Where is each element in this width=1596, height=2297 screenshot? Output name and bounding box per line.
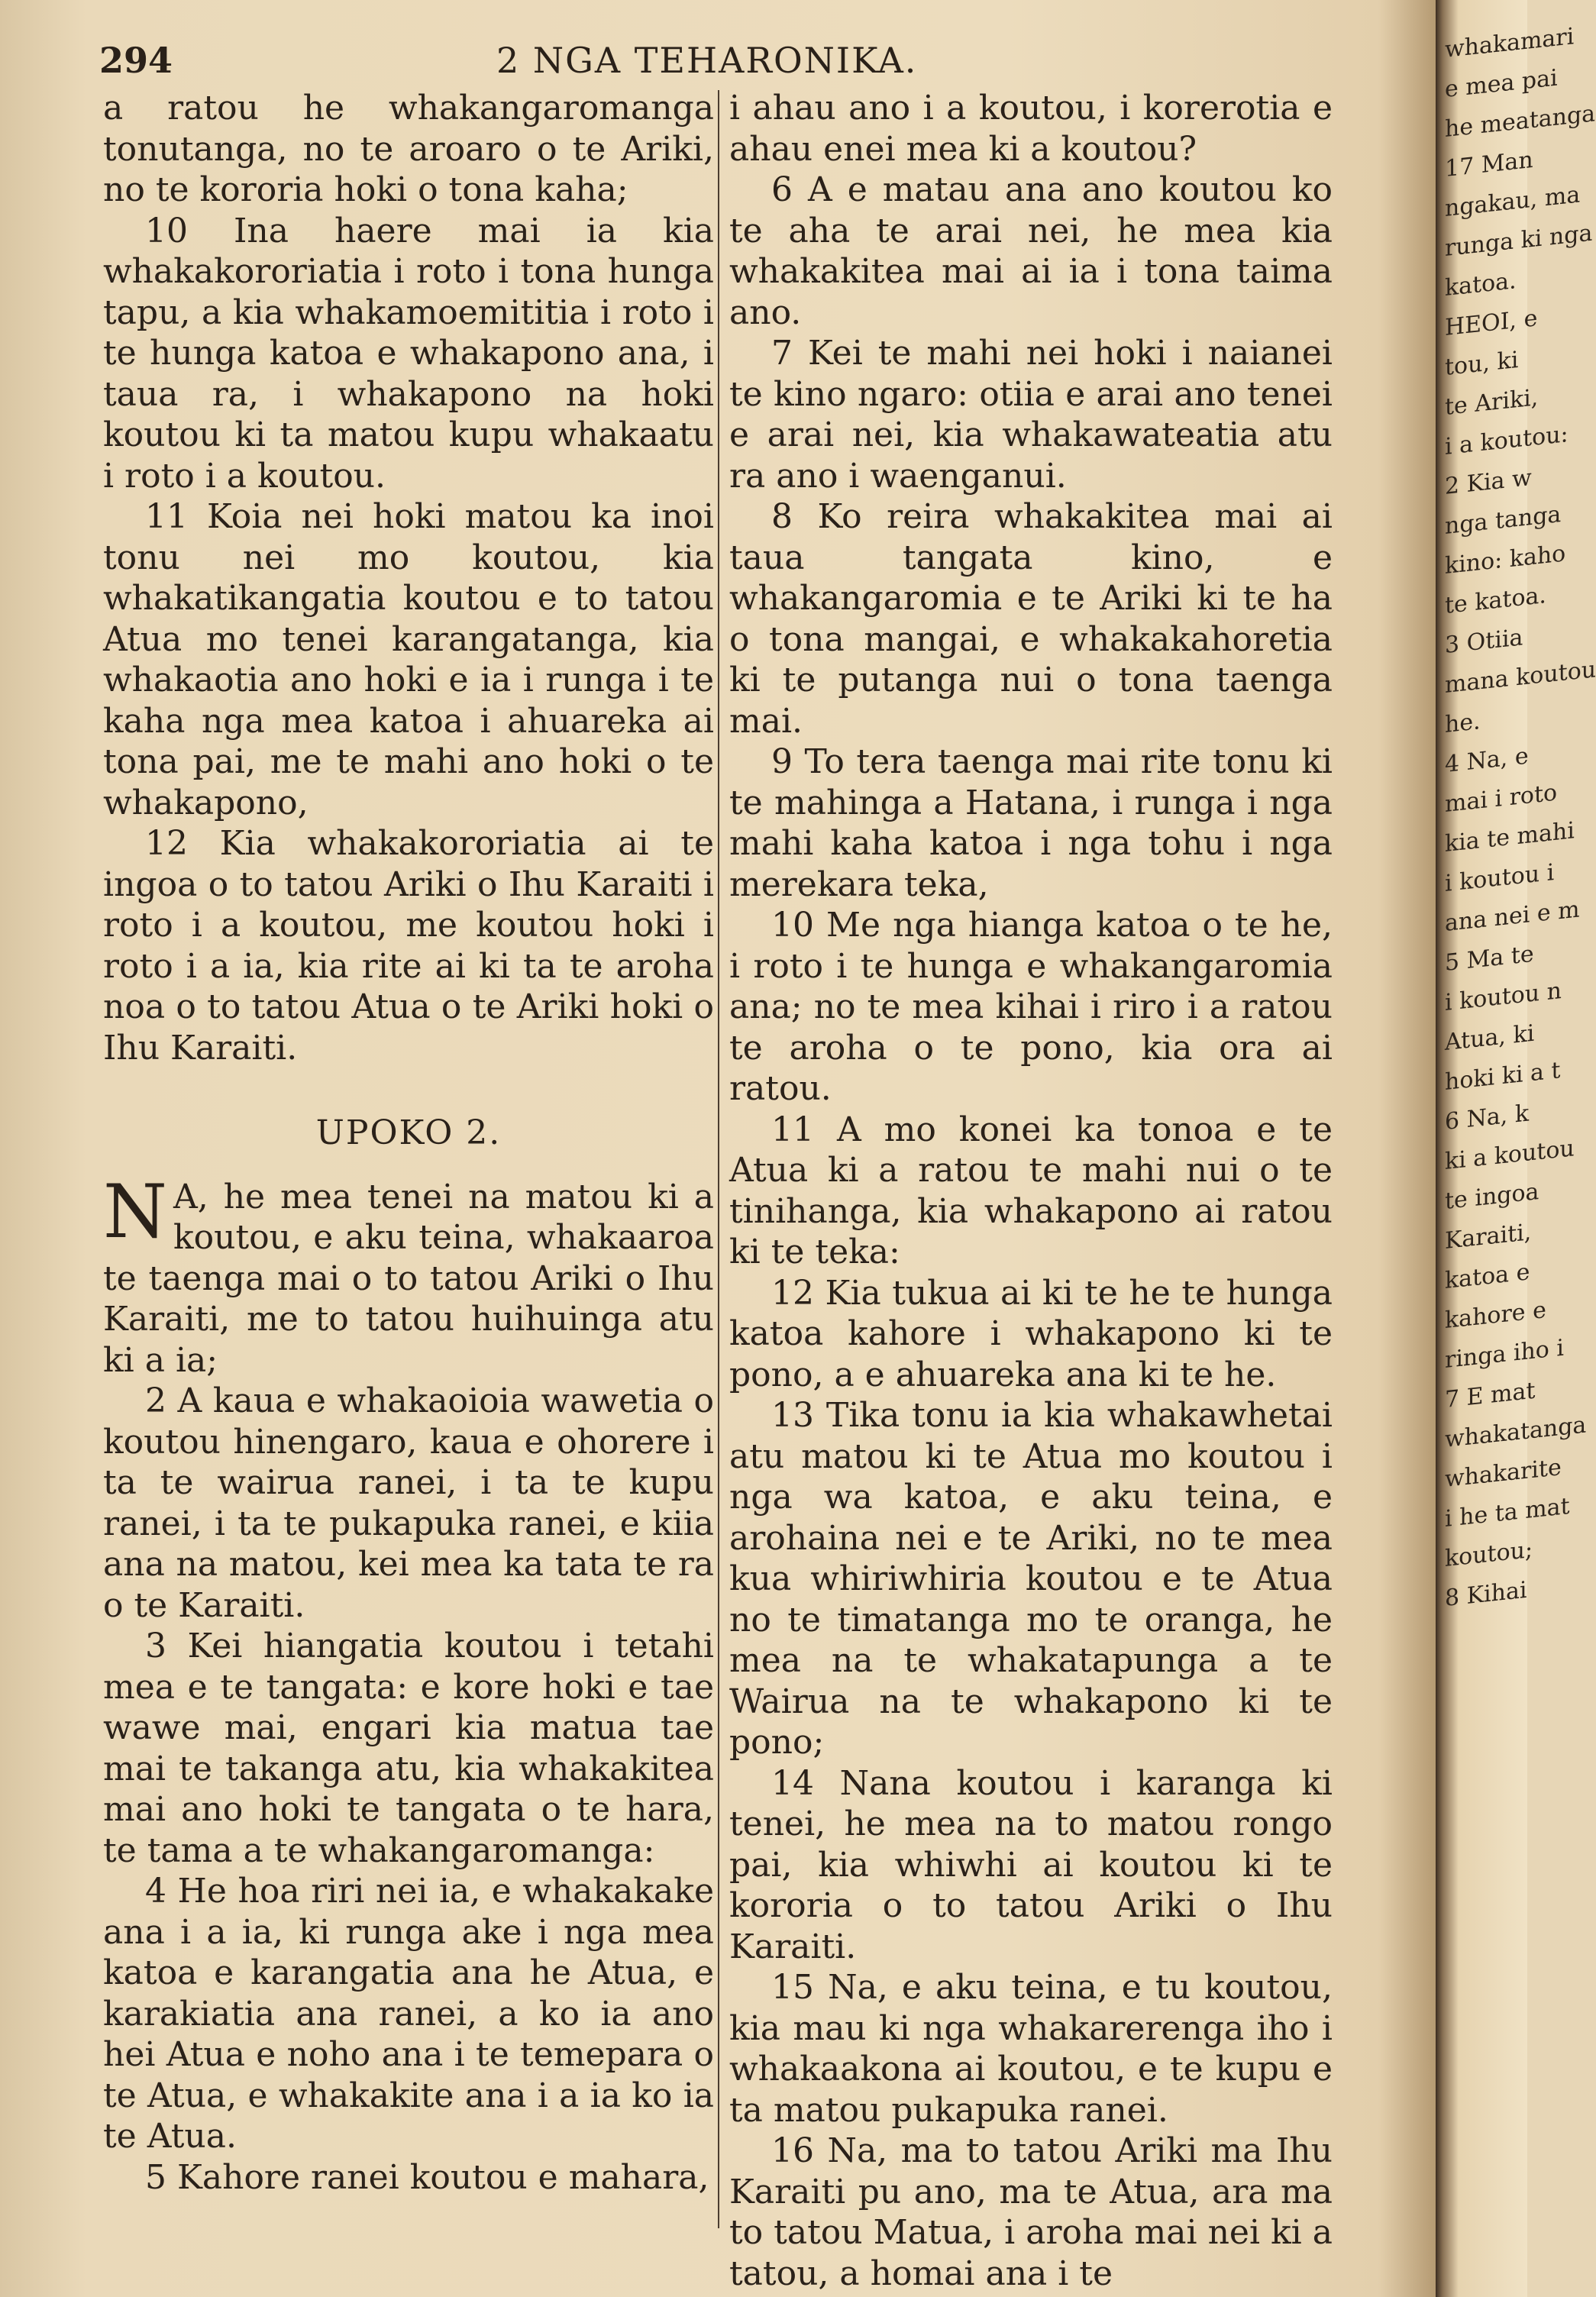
verse bbox=[729, 496, 1333, 741]
verse-continuation: a ratou he whakangaromanga tonutanga, no te aroaro o te Ariki, no te kororia hoki o tona kaha; bbox=[103, 89, 714, 209]
facing-fragment: kino: kaho bbox=[1445, 540, 1566, 580]
verse bbox=[729, 333, 1333, 496]
facing-fragment: i koutou n bbox=[1445, 977, 1562, 1016]
facing-fragment: 8 Kihai bbox=[1445, 1576, 1527, 1612]
verse bbox=[729, 905, 1333, 1110]
verse-number: 13 bbox=[771, 1396, 814, 1435]
verse bbox=[729, 741, 1333, 905]
verse-number: 3 bbox=[145, 1627, 166, 1665]
verse bbox=[729, 1273, 1333, 1396]
verse-text: Kia whakakororiatia ai te ingoa o to tatou Ariki o Ihu Karaiti i roto i a koutou, me koutou hoki i roto i a ia, kia rite ai ki ta te aroha noa o to tatou Atua o te Ariki hoki o Ihu Karaiti. bbox=[103, 824, 714, 1068]
verse-number: 16 bbox=[771, 2131, 814, 2170]
facing-fragment: te ingoa bbox=[1445, 1178, 1539, 1215]
facing-fragment: 6 Na, k bbox=[1445, 1100, 1530, 1136]
facing-fragment: katoa e bbox=[1445, 1258, 1530, 1294]
right-column bbox=[729, 88, 1333, 2294]
verse-text: Kei te mahi nei hoki i naianei te kino ngaro: otiia e arai ano tenei e arai nei, kia whakawateatia atu ra ano i waenganui. bbox=[729, 334, 1333, 496]
verse bbox=[729, 2131, 1333, 2294]
verse-text: To tera taenga mai rite tonu ki te mahinga a Hatana, i runga i nga mahi kaha katoa i nga tohu i nga merekara teka, bbox=[729, 742, 1333, 904]
verse-text: A e matau ana ano koutou ko te aha te arai nei, he mea kia whakakitea mai ai ia i tona taima ano. bbox=[729, 170, 1333, 332]
verse-number: 4 bbox=[145, 1872, 166, 1911]
verse-number: 7 bbox=[771, 334, 793, 373]
facing-fragment: ngakau, ma bbox=[1445, 181, 1581, 222]
facing-fragment: kia te mahi bbox=[1445, 817, 1575, 858]
column-rule bbox=[718, 90, 719, 2228]
verse-text: Ko reira whakakitea mai ai taua tangata kino, e whakangaromia e te Ariki ki te ha o tona mangai, e whakakahoretia ki te putanga nui o tona taenga mai. bbox=[729, 497, 1333, 741]
facing-fragment: Karaiti, bbox=[1445, 1219, 1532, 1255]
facing-fragment: e mea pai bbox=[1445, 64, 1558, 103]
verse bbox=[729, 1110, 1333, 1273]
facing-fragment: i a koutou: bbox=[1445, 421, 1569, 460]
verse-number: 11 bbox=[771, 1110, 814, 1149]
page-header bbox=[99, 40, 1352, 86]
verse-text: He hoa riri nei ia, e whakakake ana i a ia, ki runga ake i nga mea katoa e karangatia ana he Atua, e karakiatia ana ranei, a ko ia ano hei Atua e noho ana i te temepara o te Atua, e whakakite ana i a ia ko ia te Atua. bbox=[103, 1872, 714, 2156]
facing-fragment: hoki ki a t bbox=[1445, 1057, 1561, 1096]
chapter-heading: UPOKO 2. bbox=[315, 1113, 502, 1152]
facing-fragment: whakarite bbox=[1445, 1453, 1562, 1493]
verse-number: 6 bbox=[771, 170, 793, 209]
facing-fragment: te Ariki, bbox=[1445, 384, 1539, 421]
chapter-first-verse bbox=[103, 1168, 714, 1381]
verse-text: Me nga hianga katoa o te he, i roto i te hunga e whakangaromia ana; no te mea kihai i riro i a ratou te aroha o te pono, kia ora ai ratou. bbox=[729, 906, 1333, 1108]
verse-number: 9 bbox=[771, 742, 793, 781]
verse bbox=[103, 1381, 714, 1626]
facing-fragment: ringa iho i bbox=[1445, 1334, 1564, 1374]
facing-fragment: mai i roto bbox=[1445, 779, 1558, 818]
verse-number: 14 bbox=[771, 1763, 814, 1803]
verse bbox=[729, 170, 1333, 333]
verse-number: 2 bbox=[145, 1381, 166, 1420]
facing-fragment: i he ta mat bbox=[1445, 1492, 1570, 1533]
verse bbox=[729, 1967, 1333, 2131]
page-number: 294 bbox=[99, 40, 173, 81]
verse-text: Koia nei hoki matou ka inoi tonu nei mo koutou, kia whakatikangatia koutou e to tatou Atua mo tenei karangatanga, kia whakaotia ano hoki e ia i runga i te kaha nga mea katoa i ahuareka ai tona pai, me te mahi ano hoki o te whakapono, bbox=[103, 497, 714, 822]
facing-fragment: 2 Kia w bbox=[1445, 464, 1532, 500]
facing-fragment: 3 Otiia bbox=[1445, 624, 1523, 659]
verse bbox=[103, 211, 714, 497]
verse-number: 5 bbox=[145, 2157, 166, 2197]
facing-fragment: whakatanga bbox=[1445, 1411, 1587, 1453]
verse-text: Kei hiangatia koutou i tetahi mea e te tangata: e kore hoki e tae wawe mai, engari kia matua tae mai te takanga atu, kia whakakitea mai ano hoki te tangata o te hara, te tama a te whakangaromanga: bbox=[103, 1627, 714, 1870]
chapter-first-text: A, he mea tenei na matou ki a koutou, e aku teina, whakaaroa te taenga mai o to tatou Ariki o Ihu Karaiti, me to tatou huihuinga atu ki a ia; bbox=[103, 1177, 714, 1380]
facing-fragment: HEOI, e bbox=[1445, 305, 1538, 341]
verse-text: Nana koutou i karanga ki tenei, he mea na to matou rongo pai, kia whiwhi ai koutou ki te kororia o to tatou Ariki o Ihu Karaiti. bbox=[729, 1763, 1333, 1966]
facing-fragment: he. bbox=[1445, 708, 1481, 738]
facing-fragment: katoa. bbox=[1445, 267, 1517, 302]
verse-text: Ina haere mai ia kia whakakororiatia i roto i tona hunga tapu, a kia whakamoemititia i roto i te hunga katoa e whakapono ana, i taua ra, i whakapono na hoki koutou ki ta matou kupu whakaatu i roto i a koutou. bbox=[103, 211, 714, 496]
facing-fragment: mana koutou bbox=[1445, 656, 1596, 699]
facing-fragment: Atua, ki bbox=[1445, 1019, 1535, 1056]
facing-fragment: kahore e bbox=[1445, 1297, 1546, 1334]
facing-fragment: koutou; bbox=[1445, 1536, 1533, 1572]
verse-text: Na, ma to tatou Ariki ma Ihu Karaiti pu ano, ma te Atua, ara ma to tatou Matua, i aroha mai nei ki a tatou, a homai ana i te bbox=[729, 2131, 1333, 2293]
facing-fragment: 7 E mat bbox=[1445, 1377, 1536, 1413]
verse-text: A kaua e whakaoioia wawetia o koutou hinengaro, kaua e ohorere i ta te wairua ranei, i ta te kupu ranei, i ta te pukapuka ranei, e kiia ana na matou, kei mea ka tata te ra o te Karaiti. bbox=[103, 1381, 714, 1625]
verse bbox=[103, 1626, 714, 1871]
facing-fragment: te katoa. bbox=[1445, 582, 1546, 619]
verse bbox=[729, 1763, 1333, 1968]
verse-number: 8 bbox=[771, 497, 793, 536]
verse-number: 10 bbox=[145, 211, 188, 250]
facing-fragment: tou, ki bbox=[1445, 346, 1519, 381]
verse-text: A mo konei ka tonoa e te Atua ki a ratou te mahi nui o te tinihanga, kia whakapono ai ratou ki te teka: bbox=[729, 1110, 1333, 1271]
verse bbox=[729, 1395, 1333, 1763]
facing-page-edge bbox=[1436, 0, 1596, 2297]
verse-text: Kahore ranei koutou e mahara, bbox=[177, 2157, 709, 2197]
facing-fragment: 17 Man bbox=[1445, 146, 1533, 183]
verse-number: 10 bbox=[771, 906, 814, 945]
facing-fragment: 5 Ma te bbox=[1445, 940, 1534, 977]
verse bbox=[103, 496, 714, 823]
facing-fragment: i koutou i bbox=[1445, 858, 1555, 897]
verse-continuation: i ahau ano i a koutou, i korerotia e ahau enei mea ki a koutou? bbox=[729, 89, 1333, 169]
left-column bbox=[103, 88, 714, 2198]
verse bbox=[103, 1871, 714, 2157]
facing-fragment: he meatanga bbox=[1445, 100, 1596, 143]
facing-fragment: 4 Na, e bbox=[1445, 742, 1529, 778]
facing-page-text bbox=[1445, 22, 1596, 1619]
verse-number: 12 bbox=[145, 824, 188, 863]
verse-text: Kia tukua ai ki te he te hunga katoa kahore i whakapono ki te pono, a e ahuareka ana ki te he. bbox=[729, 1273, 1333, 1394]
verse bbox=[103, 2157, 714, 2198]
verse bbox=[103, 823, 714, 1068]
drop-cap: N bbox=[103, 1168, 167, 1255]
verse-number: 12 bbox=[771, 1273, 814, 1313]
verse-text: Na, e aku teina, e tu koutou, kia mau ki nga whakarerenga iho i whakaakona ai koutou, e te kupu e ta matou pukapuka ranei. bbox=[729, 1968, 1333, 2130]
running-title: 2 NGA TEHARONIKA. bbox=[496, 40, 918, 81]
facing-fragment: ana nei e m bbox=[1445, 896, 1580, 937]
verse-text: Tika tonu ia kia whakawhetai atu matou ki te Atua mo koutou i nga wa katoa, e aku teina, e arohaina nei e te Ariki, no te mea kua whiriwhiria koutou e te Atua no te timatanga mo te oranga, he mea na te whakatapunga a te Wairua na te whakapono ki te pono; bbox=[729, 1396, 1333, 1762]
facing-fragment: ki a koutou bbox=[1445, 1135, 1575, 1175]
facing-fragment: nga tanga bbox=[1445, 500, 1562, 540]
facing-fragment: whakamari bbox=[1445, 23, 1575, 63]
verse-number: 11 bbox=[145, 497, 188, 536]
facing-fragment: runga ki nga bbox=[1445, 219, 1593, 262]
verse-number: 15 bbox=[771, 1968, 814, 2007]
